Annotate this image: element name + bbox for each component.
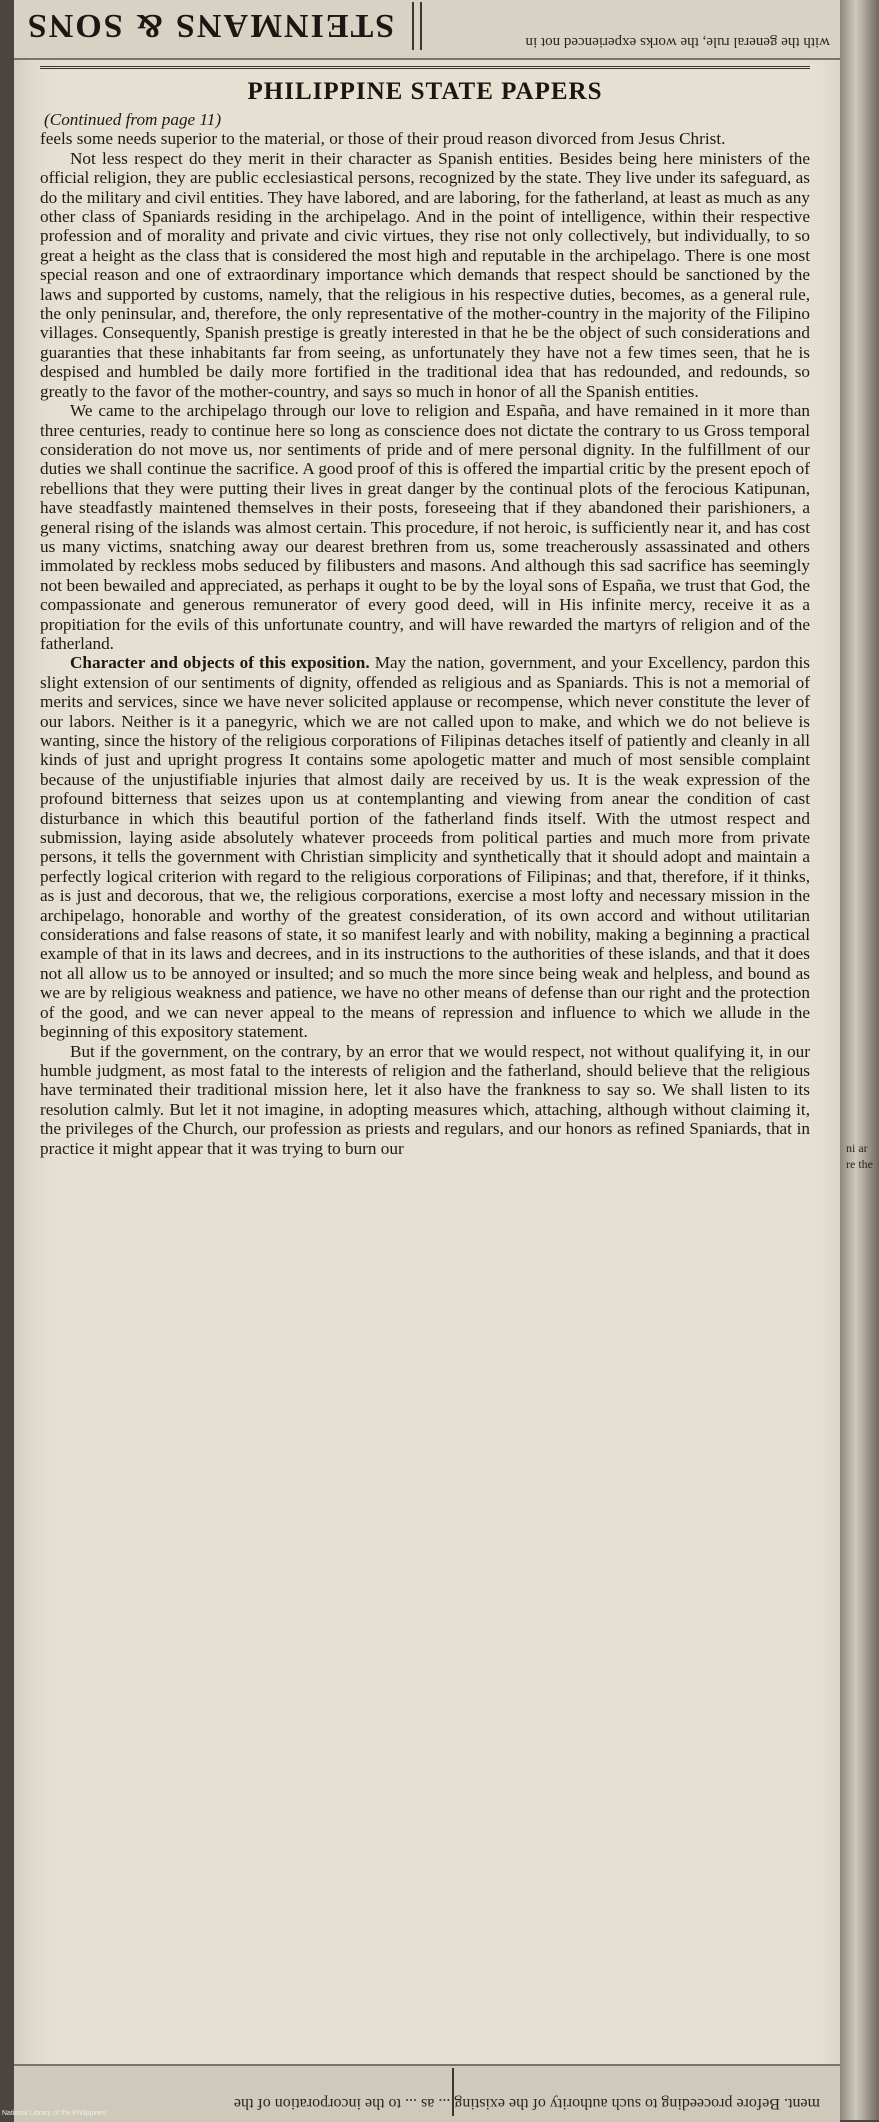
header-rule <box>40 66 810 69</box>
article-body <box>40 110 810 1158</box>
article-title: PHILIPPINE STATE PAPERS <box>247 78 603 105</box>
masthead-mirrored-column: with the general rule, the works experienced not in <box>525 34 830 50</box>
masthead-divider <box>412 2 422 50</box>
section-body: May the nation, government, and your Excellency, pardon this slight extension of our sentiments of dignity, offended as religious and as Spaniards. This is not a memorial of merits and services, since we have never solicited applause or recompense, which never constitute the lever of our labors. Neither is it a panegyric, which we are not called upon to make, and which we do not believe is wanting, since the history of the religious corporations of Filipinas detaches itself of patiently and cleanly in all kinds of just and upright progress It contains some apologetic matter and much of most sensible complaint because of the unjustifiable injuries that almost daily are received by us. It is the weak expression of the profound bitterness that seizes upon us at contemplanting and viewing from anear the condition of cast disturbance in which this beautiful portion of the fatherland finds itself. With the utmost respect and submission, laying aside absolutely whatever proceeds from political parties and much more from private persons, it tells the government with Christian simplicity and synthetically that it should adopt and maintain a perfectly logical criterion with regard to the religious corporations of Filipinas; and that, therefore, if it thinks, as is just and decorous, that we, the religious corporations, exercise a most lofty and necessary mission in the archipelago, honorable and worthy of the greatest consideration, of its own accord and without utilitarian considerations and false reasons of state, it so manifest learly and with nobility, making a beginning a practical example of that in its laws and decrees, and in its instructions to the authorities of these islands, and that it does not all allow us to be annoyed or insulted; and so much the more since being weak and helpless, and bound as we are by religious weakness and patience, we have no other means of defense than our right and the protection of the good, and we can never appeal to the means of repression and influence to which we allude in the beginning of this expository statement. <box>40 653 810 1042</box>
library-watermark: National Library of the Philippines <box>2 2110 107 2117</box>
adjacent-page-text: ni ar re the <box>846 1141 873 1171</box>
paragraph-2: Not less respect do they merit in their character as Spanish entities. Besides being here ministers of the official religion, they are public ecclesiastical persons, recognized by the state. They live under its safeguard, as do the military and civil entities. They have labored, and are laboring, for the fatherland, at least as much as any other class of Spaniards residing in the archipelago. And in the point of intelligence, within their respective profession and of morality and private and civic virtues, they rise not only collectively, but individually, to so great a height as the class that is considered the most high and reputable in the archipelago. There is one most special reason and one of extraordinary importance which demands that respect should be sanctioned by the laws and supported by customs, namely, that the religious in his respective duties, becomes, as a general rule, the only peninsular, and, therefore, the only representative of the mother-country in the majority of the Filipino villages. Consequently, Spanish prestige is greatly interested in that he be the object of such considerations and guaranties that these inhabitants far from seeing, as unfortunately they have not a few times seen, that he is despised and humbled be daily more fortified in the traditional idea that has redounded, and redounds, so greatly to the favor of the mother-country, and says so much in honor of all the Spanish entities. <box>40 148 810 401</box>
masthead-mirrored-text: STEINMANS & SONS <box>25 7 395 44</box>
paragraph-3: We came to the archipelago through our love to religion and España, and have remained in it more than three centuries, ready to continue here so long as conscience does not dictate the contrary to us Gross temporal consideration do not move us, nor sentiments of pride and of mere personal dignity. In the fulfillment of our duties we shall continue the sacrifice. A good proof of this is offered the impartial critic by the present epoch of rebellions that they were putting their lives in great danger by the continual plots of the ferocious Katipunan, have steadfastly maintened themselves in their posts, foreseeing that if they abandoned their parishioners, a general rising of the islands was almost certain. This procedure, if not heroic, is sufficiently near it, and has cost us many victims, snatching away our dearest brethren from us, some treacherously assassinated and others immolated by reckless mobs seduced by filibusters and masons. And although this sad sacrifice has seemingly not been bewailed and appreciated, as perhaps it ought to be by the loyal sons of España, we trust that God, the compassionate and generous remunerator of every good deed, will in His infinite mercy, receive it as a propitiation for the evils of this unfortunate country, and will have rewarded the martyrs of religion and of the fatherland. <box>40 401 810 653</box>
continued-note: (Continued from page 11) <box>44 110 222 129</box>
paragraph-4 <box>40 653 810 1041</box>
section-heading: Character and objects of this exposition. <box>70 653 370 673</box>
paragraph-5: But if the government, on the contrary, by an error that we would respect, not without qualifying it, in our humble judgment, as most fatal to the interests of religion and the fatherland, should believe that the religious have terminated their traditional mission here, let it also have the frankness to say so. We shall listen to its resolution calmly. But let it not imagine, in adopting measures which, attaching, although without claiming it, the privileges of the Church, our profession as priests and regulars, and our honors as refined Spaniards, that in practice it might appear that it was trying to burn our <box>40 1041 810 1158</box>
adjacent-page-edge <box>840 0 879 2120</box>
paragraph-1: feels some needs superior to the material, or those of their proud reason divorced from Jesus Christ. <box>40 129 726 149</box>
footer-mirrored-text: ment. Before proceeding to such authority of the existing ... as ... to the incorporation of the <box>233 2095 820 2112</box>
